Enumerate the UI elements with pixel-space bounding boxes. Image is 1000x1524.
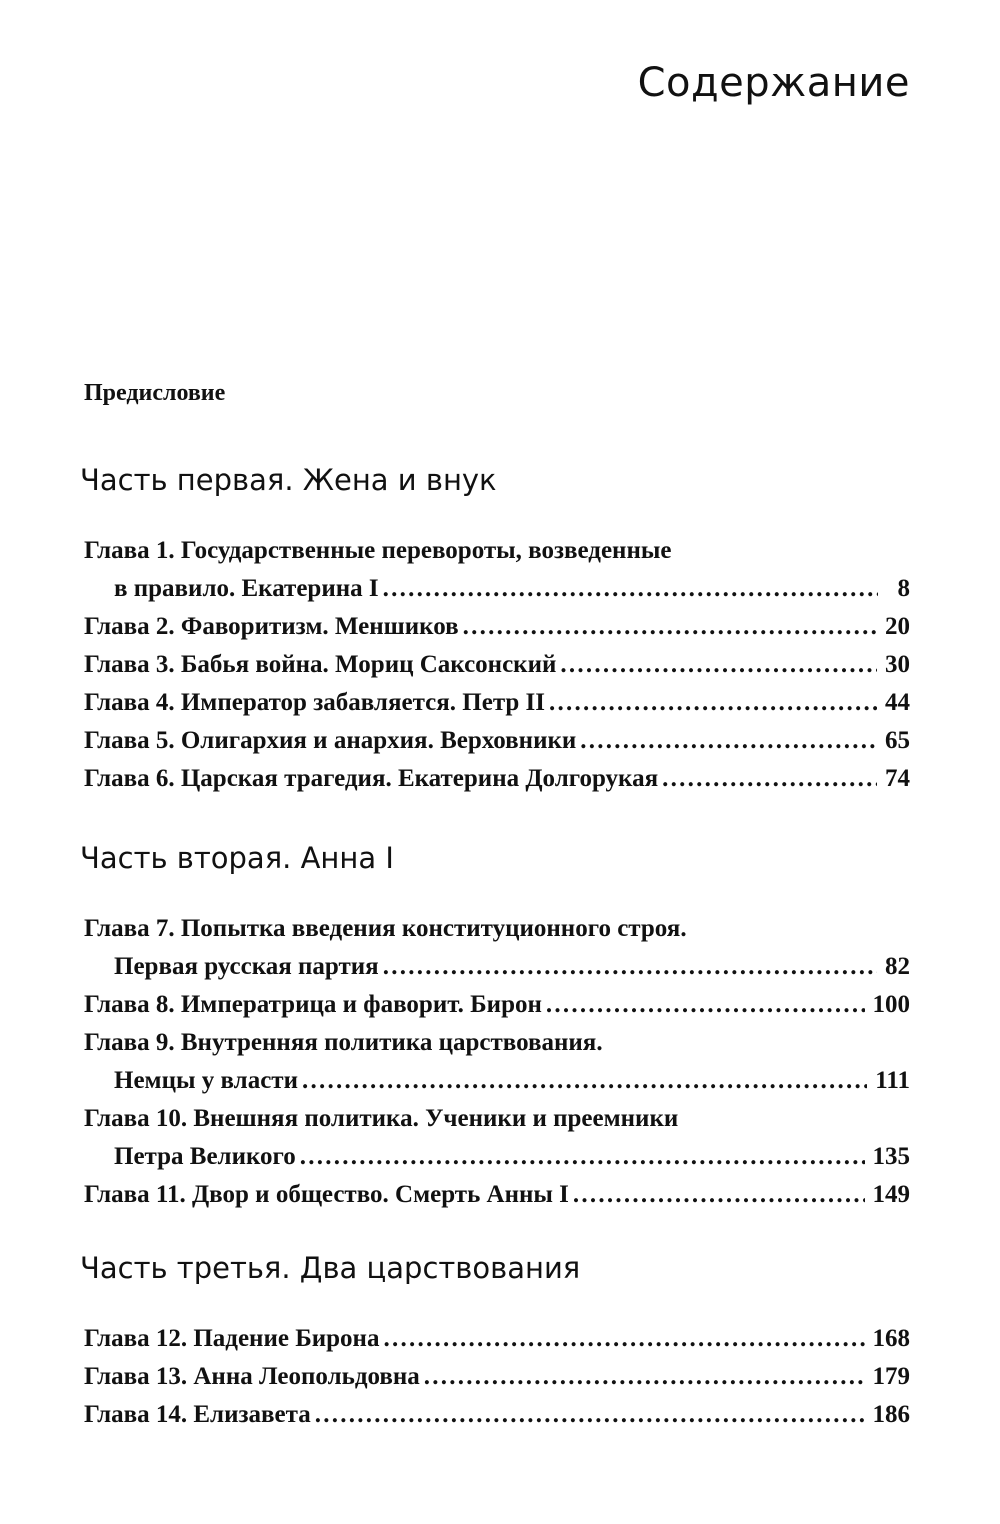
chapter-title: Глава 13. Анна Леопольдовна [84,1363,420,1390]
chapter-title: Глава 6. Царская трагедия. Екатерина Долгорукая [84,765,659,792]
chapter-title-cont: в правило. Екатерина I [114,575,379,602]
page-number: 186 [872,1401,910,1428]
leader-dots [315,1396,865,1434]
toc-entry-ch7 [84,910,910,986]
chapter-title: Глава 2. Фаворитизм. Меншиков [84,613,459,640]
leader-dots [300,1138,865,1176]
chapter-title: Глава 9. Внутренняя политика царствования. [84,1029,603,1056]
toc-entry-ch4 [84,684,910,722]
page-number: 30 [885,651,910,678]
chapter-title: Глава 3. Бабья война. Мориц Саксонский [84,651,557,678]
leader-dots [560,646,877,684]
chapter-title: Глава 4. Император забавляется. Петр II [84,689,546,716]
toc-entry-ch8 [84,986,910,1024]
leader-dots [549,684,877,722]
chapter-title: Глава 8. Императрица и фаворит. Бирон [84,991,542,1018]
page-number: 111 [875,1067,910,1094]
leader-dots [573,1176,865,1214]
chapter-title-cont: Немцы у власти [114,1067,298,1094]
chapter-title: Глава 14. Елизавета [84,1401,311,1428]
toc-entry-ch1 [84,532,910,608]
page-number: 149 [872,1181,910,1208]
toc-entry-ch10 [84,1100,910,1176]
toc-entry-ch6 [84,760,910,798]
part-title: Часть третья. Два царствования [80,1251,581,1285]
page-number: 179 [872,1363,910,1390]
chapter-title: Глава 5. Олигархия и анархия. Верховники [84,727,577,754]
chapter-title: Глава 10. Внешняя политика. Ученики и преемники [84,1105,679,1132]
leader-dots [424,1358,865,1396]
preface-entry: Предисловие [84,380,226,406]
toc-entry-ch2 [84,608,910,646]
toc-entry-ch13 [84,1358,910,1396]
leader-dots [580,722,877,760]
page-number: 65 [885,727,910,754]
page-number: 8 [897,575,910,602]
part-1 [80,462,910,798]
chapter-title: Глава 7. Попытка введения конституционного строя. [84,915,687,942]
toc-entry-ch3 [84,646,910,684]
chapter-title-cont: Петра Великого [114,1143,296,1170]
page-number: 100 [872,991,910,1018]
page-title: Содержание [637,60,910,106]
page-number: 20 [885,613,910,640]
leader-dots [383,1320,864,1358]
part-title: Часть первая. Жена и внук [80,463,497,497]
leader-dots [383,570,878,608]
page-number: 168 [872,1325,910,1352]
chapter-title: Глава 11. Двор и общество. Смерть Анны I [84,1181,569,1208]
toc-entry-ch14 [84,1396,910,1434]
page-number: 74 [885,765,910,792]
leader-dots [662,760,877,798]
toc-entry-ch9 [84,1024,910,1100]
page-number: 82 [885,953,910,980]
chapter-title: Глава 1. Государственные перевороты, возведенные [84,537,672,564]
page-number: 135 [872,1143,910,1170]
chapter-title-cont: Первая русская партия [114,953,379,980]
part-title: Часть вторая. Анна I [80,841,394,875]
part-3 [80,1250,910,1434]
leader-dots [463,608,877,646]
toc-entry-ch11 [84,1176,910,1214]
leader-dots [383,948,877,986]
toc-entry-ch12 [84,1320,910,1358]
leader-dots [302,1062,867,1100]
chapter-title: Глава 12. Падение Бирона [84,1325,380,1352]
part-2 [80,840,910,1214]
toc-entry-ch5 [84,722,910,760]
leader-dots [546,986,865,1024]
page-number: 44 [885,689,910,716]
